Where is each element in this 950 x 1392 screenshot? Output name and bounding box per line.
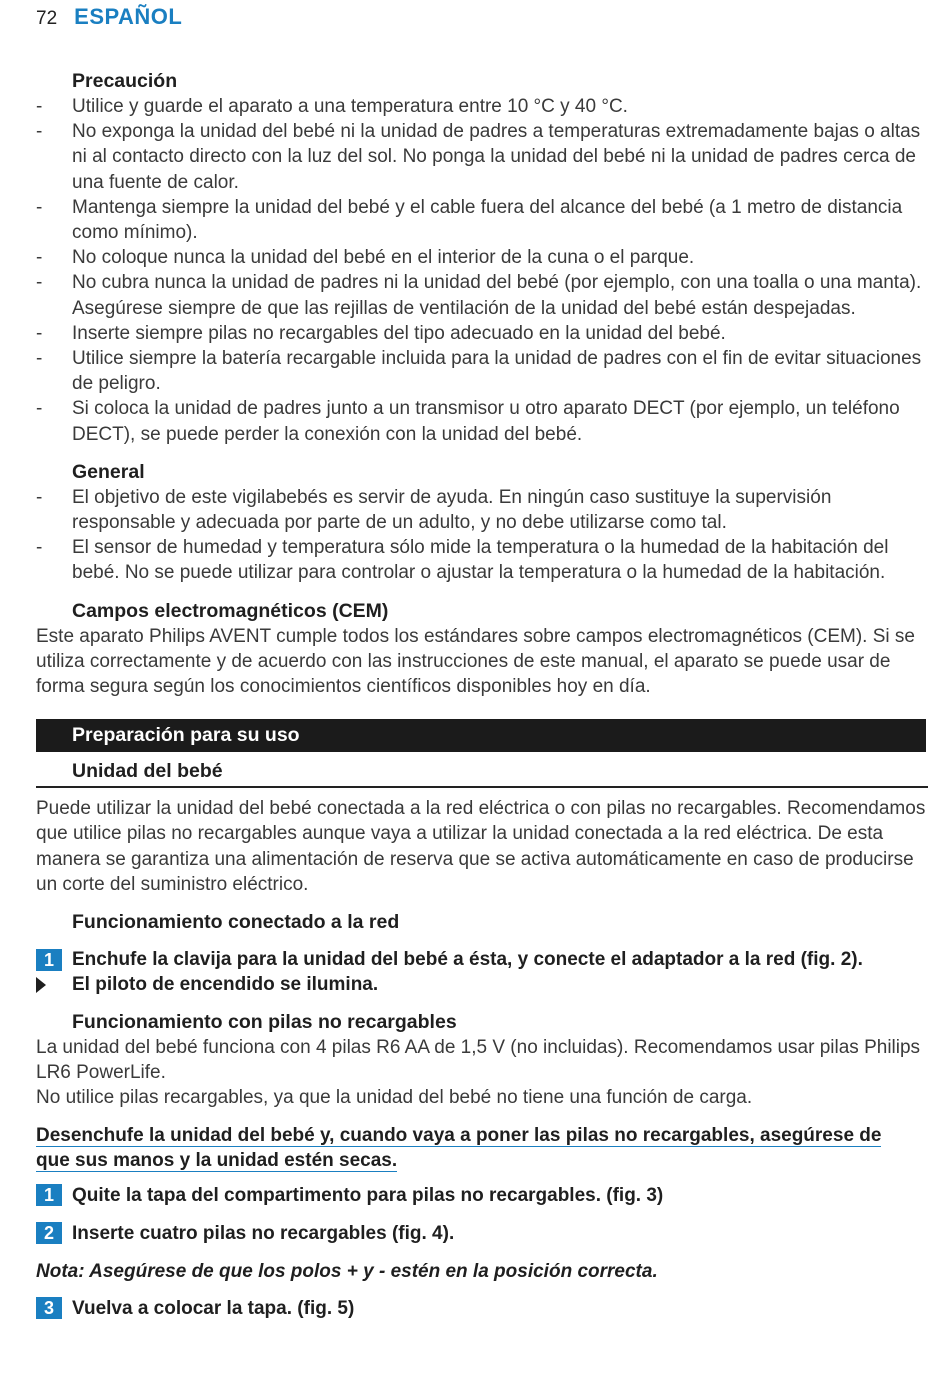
list-item: - Utilice siempre la batería recargable incluida para la unidad de padres con el fin de evitar situaciones de peligro. — [36, 348, 922, 395]
red-heading: Funcionamiento conectado a la red — [72, 911, 400, 934]
list-item: - No coloque nunca la unidad del bebé en el interior de la cuna o el parque. — [36, 247, 695, 269]
list-item: - El objetivo de este vigilabebés es servir de ayuda. En ningún caso sustituye la supervisión responsable y adecuada por parte de un adulto, y no debe utilizarse como tal. — [36, 486, 832, 534]
precaucion-list — [0, 94, 950, 447]
step-text: Vuelva a colocar la tapa. (fig. 5) — [72, 1297, 355, 1319]
intro-paragraph: Puede utilizar la unidad del bebé conectada a la red eléctrica o con pilas no recargables. Recomendamos que utilice pilas no recargables aunque vaya a utilizar la unidad conectada a la red eléctrica. De esta manera se garantiza una alimentación de reserva que se activa automáticamente en caso de producirse un corte del suministro eléctrico. — [36, 798, 926, 895]
step-red-1 — [36, 947, 950, 972]
page-content — [0, 68, 950, 1321]
general-list — [0, 485, 950, 586]
step-number: 3 — [36, 1297, 62, 1319]
step-number: 1 — [36, 1184, 62, 1206]
precaucion-heading: Precaución — [72, 70, 178, 92]
general-heading: General — [72, 460, 145, 483]
cem-heading: Campos electromagnéticos (CEM) — [72, 599, 389, 622]
list-item: - Si coloca la unidad de padres junto a un transmisor u otro aparato DECT (por ejemplo, un teléfono DECT), se puede perder la conexión con la unidad del bebé. — [36, 398, 900, 445]
step-text: Inserte cuatro pilas no recargables (fig. 4). — [72, 1222, 455, 1244]
result-text: El piloto de encendido se ilumina. — [72, 974, 379, 996]
pilas-heading: Funcionamiento con pilas no recargables — [72, 1011, 457, 1034]
pilas-paragraph-2: No utilice pilas recargables, ya que la unidad del bebé no tiene una función de carga. — [36, 1087, 753, 1109]
step-pilas-1 — [36, 1183, 950, 1208]
step-pilas-3 — [36, 1296, 950, 1321]
step-pilas-2 — [36, 1221, 950, 1246]
result-arrow-icon — [36, 977, 72, 993]
list-item: - Mantenga siempre la unidad del bebé y el cable fuera del alcance del bebé (a 1 metro de distancia como mínimo). — [36, 196, 903, 244]
list-item: - Inserte siempre pilas no recargables del tipo adecuado en la unidad del bebé. — [36, 322, 726, 344]
list-item: - No exponga la unidad del bebé ni la unidad de padres a temperaturas extremadamente bajas o altas ni al contacto directo con la luz del sol. No ponga la unidad del bebé ni la unidad de padres cerca de una fuente de calor. — [36, 121, 921, 193]
step-result — [36, 972, 950, 997]
subsection-heading-unidad-bebe: Unidad del bebé — [36, 756, 928, 788]
language-title: ESPAÑOL — [74, 4, 183, 29]
step-text: Enchufe la clavija para la unidad del bebé a ésta, y conecte el adaptador a la red (fig. 2). — [72, 949, 863, 971]
page-header — [36, 4, 182, 34]
list-item: - El sensor de humedad y temperatura sólo mide la temperatura o la humedad de la habitación del bebé. No se puede utilizar para controlar o ajustar la temperatura o la humedad de la habitación. — [36, 537, 889, 584]
step-text: Quite la tapa del compartimento para pilas no recargables. (fig. 3) — [72, 1184, 664, 1206]
list-item: - No cubra nunca la unidad de padres ni la unidad del bebé (por ejemplo, con una toalla o una manta). Asegúrese siempre de que las rejillas de ventilación de la unidad del bebé están despejadas. — [36, 272, 922, 319]
note-text: Nota: Asegúrese de que los polos + y - estén en la posición correcta. — [36, 1260, 658, 1282]
list-item: - Utilice y guarde el aparato a una temperatura entre 10 °C y 40 °C. — [36, 96, 628, 117]
step-number: 2 — [36, 1222, 62, 1244]
section-heading-preparacion: Preparación para su uso — [36, 719, 926, 752]
page-number: 72 — [36, 8, 58, 29]
warning-text: Desenchufe la unidad del bebé y, cuando vaya a poner las pilas no recargables, asegúrese de que sus manos y la unidad estén secas. — [36, 1124, 882, 1171]
pilas-paragraph-1: La unidad del bebé funciona con 4 pilas R6 AA de 1,5 V (no incluidas). Recomendamos usar pilas Philips LR6 PowerLife. — [36, 1037, 921, 1084]
cem-paragraph: Este aparato Philips AVENT cumple todos los estándares sobre campos electromagnéticos (CEM). Si se utiliza correctamente y de acuerdo con las instrucciones de este manual, el aparato se puede usar de forma segura según los conocimientos científicos disponibles hoy en día. — [36, 625, 915, 698]
step-number: 1 — [36, 949, 62, 971]
